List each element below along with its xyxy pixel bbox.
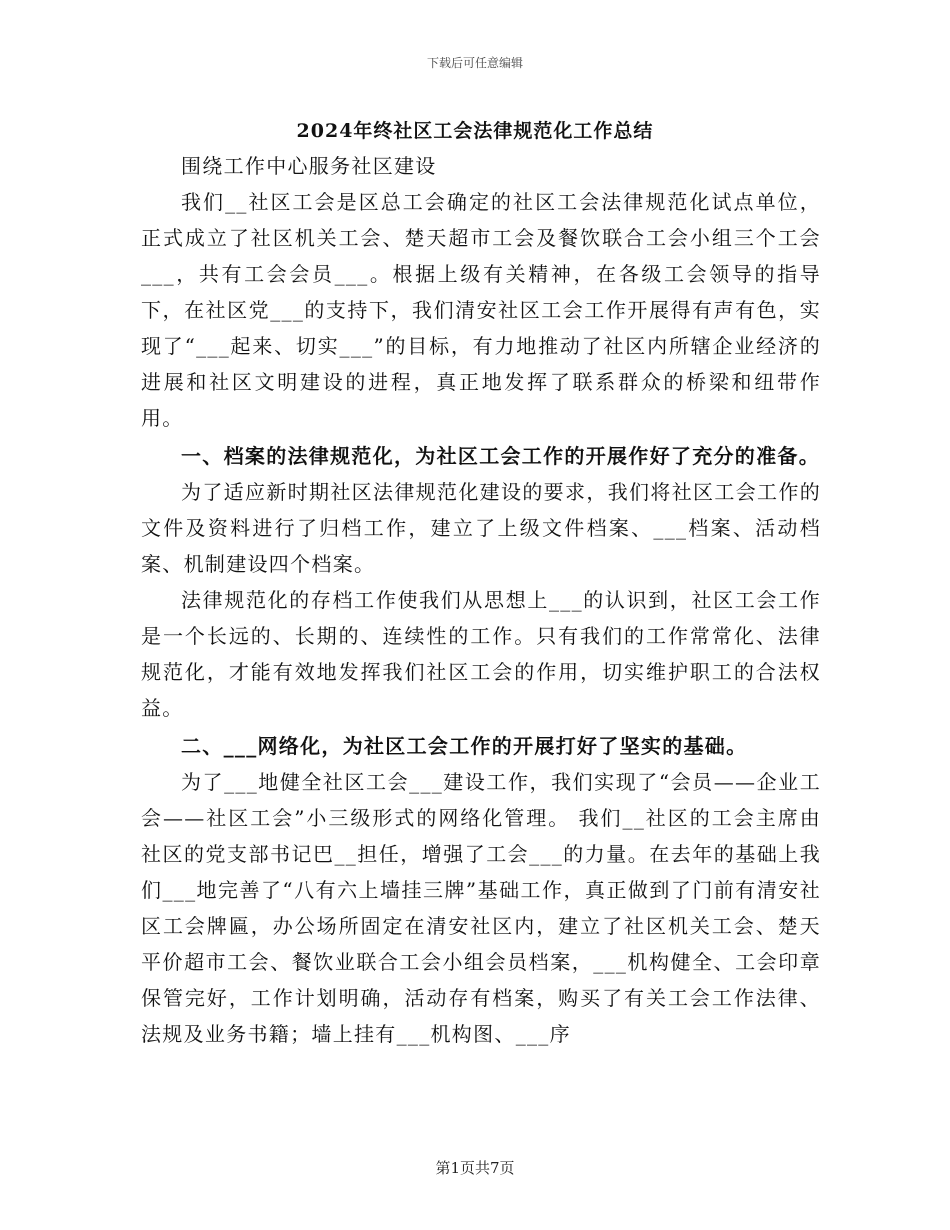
- paragraph: 法律规范化的存档工作使我们从思想上___的认识到，社区工会工作是一个长远的、长期的、连续性的工作。只有我们的工作常常化、法律规范化，才能有效地发挥我们社区工会的作用，切实维护职工的合法权益。: [141, 588, 821, 720]
- paragraph-intro: 围绕工作中心服务社区建设: [181, 154, 437, 178]
- document-body: [141, 148, 821, 1052]
- paragraph: 为了___地健全社区工会___建设工作，我们实现了“会员——企业工会——社区工会”小三级形式的网络化管理。 我们__社区的工会主席由社区的党支部书记巴__担任，增强了工会___的力量。在去年的基础上我们___地完善了“八有六上墙挂三牌”基础工作，真正做到了门前有清安社区工会牌匾，办公场所固定在清安社区内，建立了社区机关工会、楚天平价超市工会、餐饮业联合工会小组会员档案，___机构健全、工会印章保管完好，工作计划明确，活动存有档案，购买了有关工会工作法律、法规及业务书籍；墙上挂有___机构图、___序: [141, 770, 821, 1046]
- paragraph: 我们__社区工会是区总工会确定的社区工会法律规范化试点单位，正式成立了社区机关工会、楚天超市工会及餐饮联合工会小组三个工会___，共有工会会员___。根据上级有关精神，在各级工会领导的指导下，在社区党___的支持下，我们清安社区工会工作开展得有声有色，实现了“___起来、切实___”的目标，有力地推动了社区内所辖企业经济的进展和社区文明建设的进程，真正地发挥了联系群众的桥梁和纽带作用。: [141, 190, 821, 430]
- document-title: 2024年终社区工会法律规范化工作总结: [296, 120, 654, 142]
- paragraph: 为了适应新时期社区法律规范化建设的要求，我们将社区工会工作的文件及资料进行了归档工作，建立了上级文件档案、___档案、活动档案、机制建设四个档案。: [141, 480, 821, 576]
- section-heading: 二、___网络化，为社区工会工作的开展打好了坚实的基础。: [181, 734, 748, 758]
- page-footer: 第1页共7页: [435, 1159, 515, 1177]
- section-heading: 一、档案的法律规范化，为社区工会工作的开展作好了充分的准备。: [181, 444, 820, 468]
- header-note: 下载后可任意编辑: [426, 56, 523, 70]
